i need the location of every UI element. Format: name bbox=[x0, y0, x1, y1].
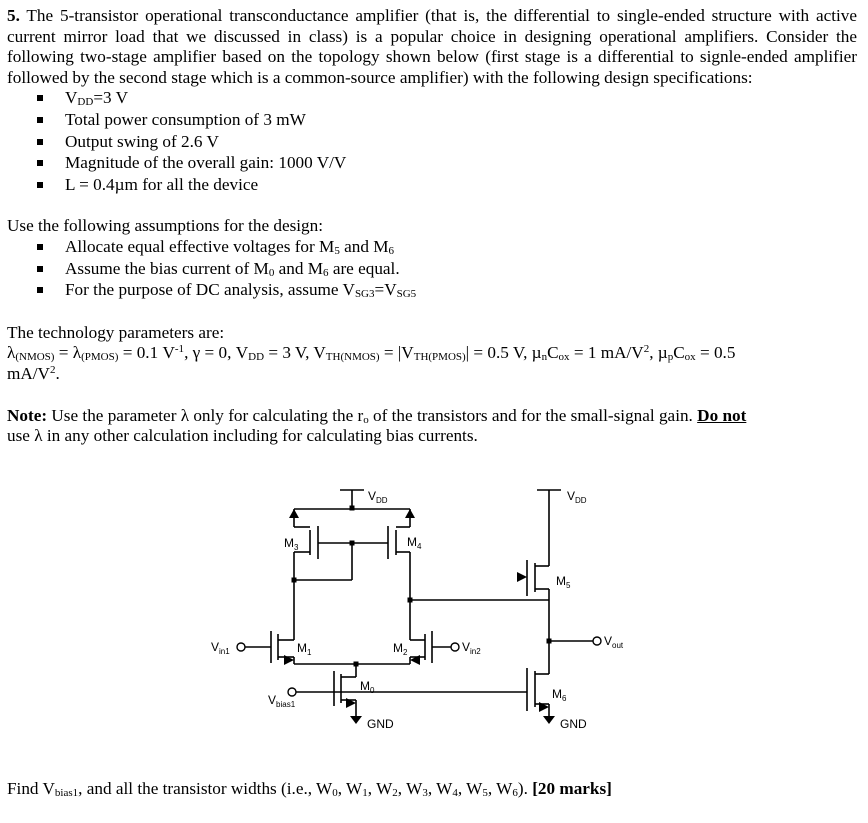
do-not-emphasis: Do not bbox=[697, 405, 747, 425]
node-gate-mirror bbox=[350, 541, 355, 546]
node-vdd bbox=[350, 506, 355, 511]
arrow-m5 bbox=[517, 572, 527, 582]
assumption-3: For the purpose of DC analysis, assume $V_{SG3}=V_{SG5}$ bbox=[7, 280, 857, 302]
label-vdd-right: $V_{DD}$ bbox=[567, 489, 587, 505]
spec-power: Total power consumption of 3 mW bbox=[7, 110, 857, 132]
circuit-wires bbox=[245, 490, 593, 716]
problem-text bbox=[7, 6, 857, 447]
problem-number: 5. bbox=[7, 6, 20, 25]
label-m2: $M_2$ bbox=[393, 641, 408, 657]
label-vdd-left: $V_{DD}$ bbox=[368, 489, 388, 505]
tech-params: $\lambda_{(NMOS)} = \lambda_{(PMOS)} = 0.1$ $V^{-1}$, γ = 0, $V_{DD} = 3$ V, $V_{TH(NMOS)} = |V_{TH(PMOS)}| = 0.5$ V, $\mu_nC_{ox} = 1$ $mA/V^2$, $\mu_pC_{ox} = 0.5$ $mA/V^2$. bbox=[7, 343, 736, 383]
assumptions-intro: Use the following assumptions for the design: bbox=[7, 216, 324, 236]
marks-label: [20 marks] bbox=[532, 779, 612, 798]
spec-swing: Output swing of 2.6 V bbox=[7, 132, 857, 154]
gnd-symbol-right bbox=[543, 716, 555, 724]
label-vbias1: $V_{bias1}$ bbox=[268, 693, 296, 709]
label-m5: $M_5$ bbox=[556, 574, 571, 590]
node-m3-drain bbox=[292, 578, 297, 583]
spec-length: L = 0.4µm for all the device bbox=[7, 175, 857, 197]
spec-vdd: $V_{DD}=3$ V bbox=[7, 88, 857, 110]
final-question: Find $V_{bias1}$, and all the transistor widths (i.e., $W_0$, $W_1$, $W_2$, $W_3$, $W_4$, $W_5$, $W_6$). [20 marks] bbox=[7, 779, 612, 799]
label-vin1: $V_{in1}$ bbox=[211, 640, 230, 656]
assumption-list bbox=[7, 237, 857, 302]
terminal-vin1 bbox=[237, 643, 245, 651]
tech-intro: The technology parameters are: bbox=[7, 322, 225, 342]
arrow-m3 bbox=[289, 509, 299, 518]
label-m6: $M_6$ bbox=[552, 687, 567, 703]
terminal-vin2 bbox=[451, 643, 459, 651]
label-vout: $V_{out}$ bbox=[604, 634, 624, 650]
node-m4-drain bbox=[408, 598, 413, 603]
problem-intro: 5. The 5-transistor operational transconductance amplifier (that is, the differential to single-ended structure with active current mirror load that we discussed in class) is a popular choice in designing operational amplifiers. Consider the following two-stage amplifier based on the topology shown below (first stage is a differential to signle-ended amplifier followed by the second stage which is a common-source amplifier) with the following design specifications: bbox=[7, 6, 857, 87]
note: Note: Use the parameter λ only for calculating the $r_o$ of the transistors and for the small-signal gain. Do not use λ in any other calculation including for calculating bias currents. bbox=[7, 405, 747, 446]
spec-list bbox=[7, 88, 857, 196]
two-stage-amplifier-schematic bbox=[0, 478, 868, 740]
node-out bbox=[547, 639, 552, 644]
label-gnd-right: GND bbox=[560, 717, 587, 731]
spec-gain: Magnitude of the overall gain: 1000 V/V bbox=[7, 153, 857, 175]
gnd-symbol-left bbox=[350, 716, 362, 724]
terminal-vout bbox=[593, 637, 601, 645]
arrow-m4 bbox=[405, 509, 415, 518]
assumption-1: Allocate equal effective voltages for $M_5$ and $M_6$ bbox=[7, 237, 857, 259]
label-m1: $M_1$ bbox=[297, 641, 312, 657]
label-vin2: $V_{in2}$ bbox=[462, 640, 481, 656]
label-m4: $M_4$ bbox=[407, 535, 422, 551]
terminal-vbias1 bbox=[288, 688, 296, 696]
label-gnd-left: GND bbox=[367, 717, 394, 731]
label-m3: $M_3$ bbox=[284, 536, 299, 552]
label-m0: $M_0$ bbox=[360, 679, 375, 695]
node-tail bbox=[354, 662, 359, 667]
assumption-2: Assume the bias current of $M_0$ and $M_6$ are equal. bbox=[7, 259, 857, 281]
